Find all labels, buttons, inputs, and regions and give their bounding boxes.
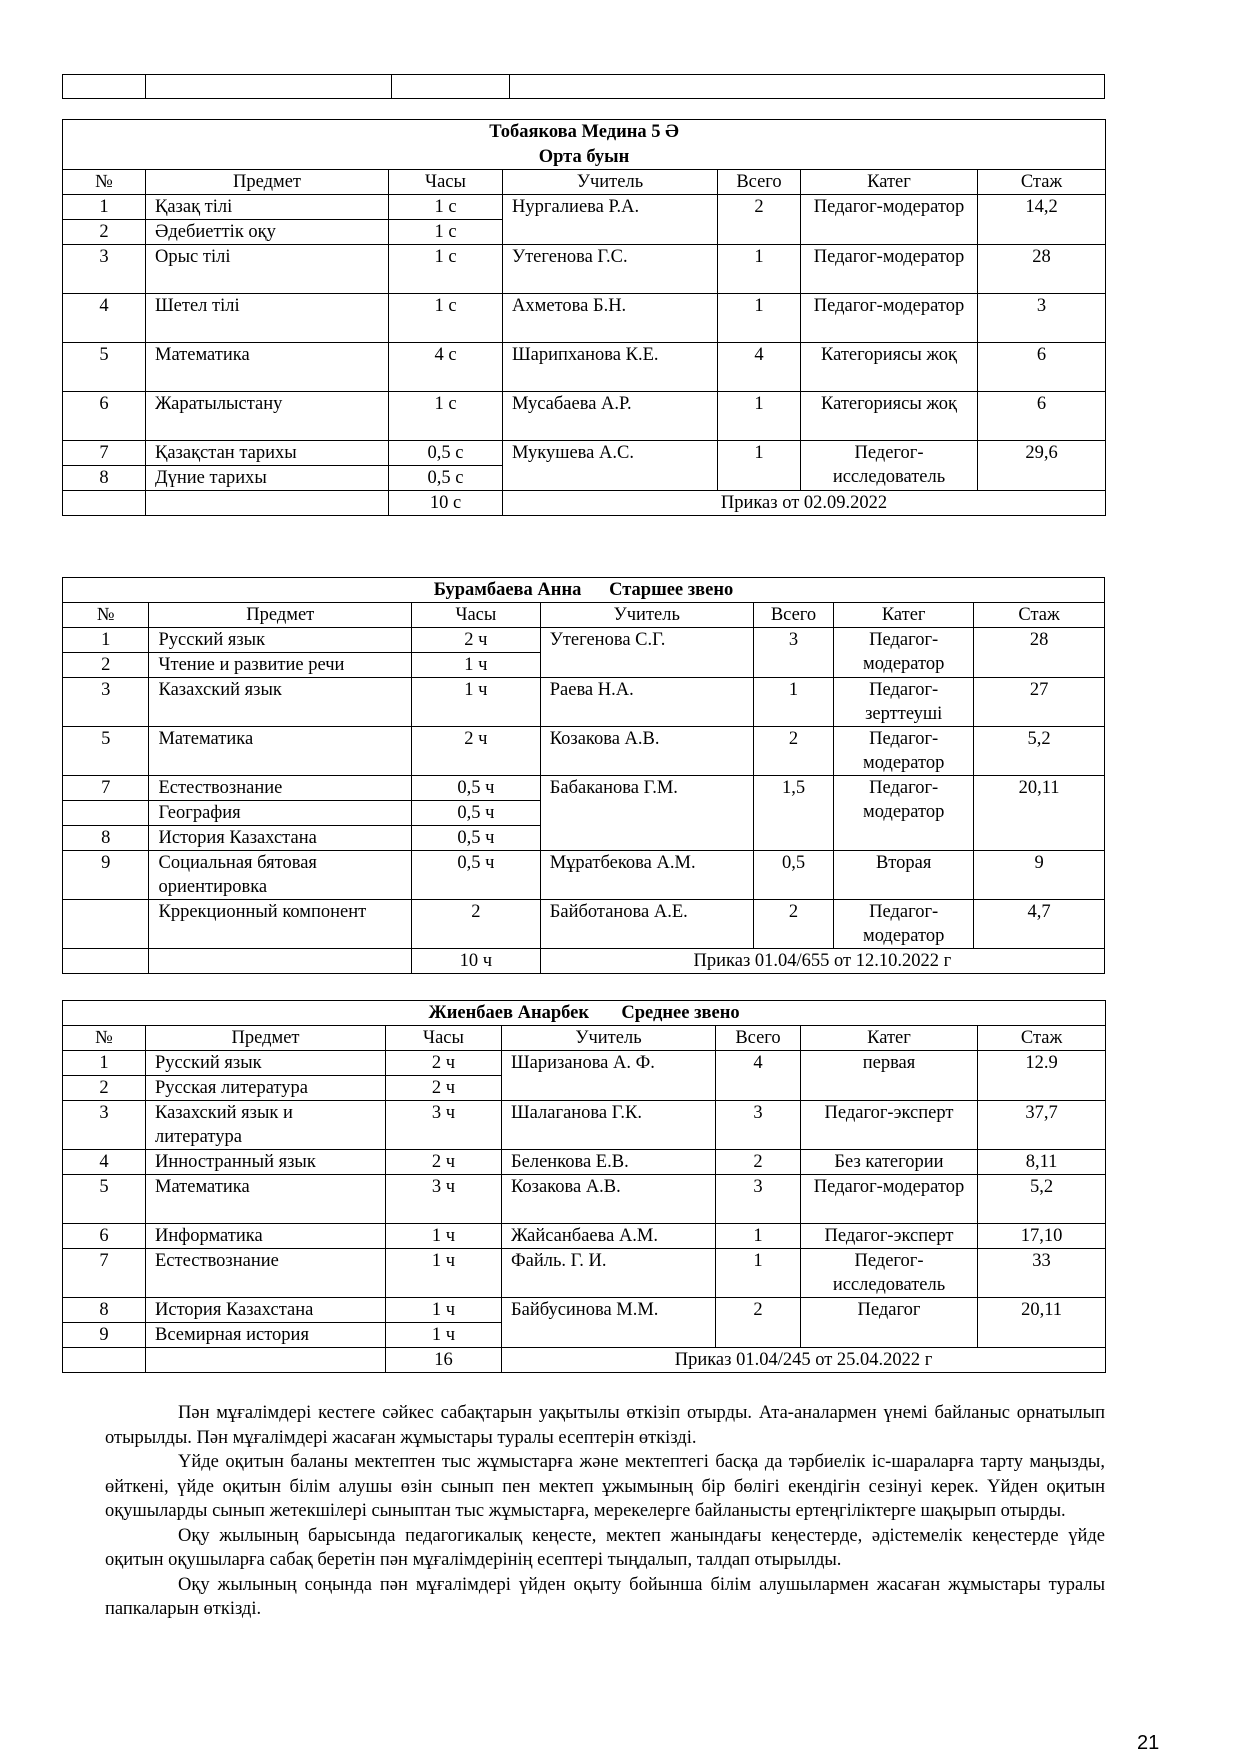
header-subject: Предмет (146, 170, 389, 195)
row-no (63, 900, 149, 949)
subject-name: География (149, 801, 412, 826)
hours: 0,5 с (389, 441, 503, 466)
hours: 1 с (389, 195, 503, 220)
student-name: Тобаякова Медина 5 Ә (489, 122, 679, 142)
hours: 2 ч (412, 727, 541, 776)
table-row (63, 900, 1105, 949)
subject-name: Қазақ тілі (146, 195, 389, 220)
total: 1 (718, 392, 801, 441)
table-cell (63, 491, 146, 516)
header-total: Всего (753, 603, 833, 628)
subject-name: Естествознание (149, 776, 412, 801)
total-hours: 10 ч (412, 949, 541, 974)
paragraph: Пән мұғалімдері кестеге сәйкес сабақтарын уақытылы өткізіп отырды. Ата-аналармен үнемі байланыс орнатылып отырылды. Пән мұғалімдері жасаған жұмыстары туралы есептерін өткізді. (105, 1403, 1105, 1448)
hours: 1 с (389, 245, 503, 294)
hours: 1 с (389, 392, 503, 441)
teacher-name: Раева Н.А. (540, 678, 753, 727)
header-teacher: Учитель (503, 170, 718, 195)
table-row (63, 1298, 1106, 1323)
teacher-name: Мусабаева А.Р. (503, 392, 718, 441)
table-cell (149, 949, 412, 974)
subject-name: Математика (149, 727, 412, 776)
row-no: 5 (63, 1175, 146, 1224)
header-no: № (63, 1026, 146, 1051)
table-title: Жиенбаев Анарбек Среднее звено (63, 1001, 1106, 1026)
table-total-row (63, 949, 1105, 974)
category: Педагог-модератор (834, 900, 974, 949)
experience: 17,10 (978, 1224, 1106, 1249)
category: Педагог-модератор (801, 1175, 978, 1224)
hours: 1 с (389, 294, 503, 343)
row-no: 9 (63, 1323, 146, 1348)
category: Педагог-зерттеуші (834, 678, 974, 727)
header-subject: Предмет (149, 603, 412, 628)
total: 0,5 (753, 851, 833, 900)
table-row (63, 727, 1105, 776)
category: Вторая (834, 851, 974, 900)
experience: 5,2 (974, 727, 1105, 776)
row-no: 1 (63, 195, 146, 220)
header-exp: Стаж (978, 1026, 1106, 1051)
subject-name: Жаратылыстану (146, 392, 389, 441)
category: Педагог-эксперт (801, 1224, 978, 1249)
category: Без категории (801, 1150, 978, 1175)
report-text (105, 1401, 1105, 1622)
table-row (63, 1150, 1106, 1175)
row-no: 3 (63, 245, 146, 294)
total: 1 (716, 1249, 801, 1298)
subject-name: Орыс тілі (146, 245, 389, 294)
total: 2 (753, 727, 833, 776)
teacher-name: Файль. Г. И. (502, 1249, 716, 1298)
subject-name: Әдебиеттік оқу (146, 220, 389, 245)
table-row (63, 776, 1105, 801)
teacher-name: Бабаканова Г.М. (540, 776, 753, 851)
subject-name: Кррекционный компонент (149, 900, 412, 949)
table-row (63, 851, 1105, 900)
experience: 27 (974, 678, 1105, 727)
experience: 14,2 (978, 195, 1106, 245)
experience: 6 (978, 343, 1106, 392)
teacher-name: Байбусинова М.М. (502, 1298, 716, 1348)
row-no: 5 (63, 727, 149, 776)
hours: 4 с (389, 343, 503, 392)
subject-name: Чтение и развитие речи (149, 653, 412, 678)
hours: 0,5 с (389, 466, 503, 491)
hours: 1 ч (386, 1249, 502, 1298)
hours: 1 ч (386, 1323, 502, 1348)
table-title-row (63, 120, 1106, 170)
category: Педагог-модератор (834, 776, 974, 851)
experience: 20,11 (974, 776, 1105, 851)
experience: 8,11 (978, 1150, 1106, 1175)
subject-name: Дүние тарихы (146, 466, 389, 491)
teacher-name: Шалаганова Г.К. (502, 1101, 716, 1150)
header-no: № (63, 170, 146, 195)
experience: 37,7 (978, 1101, 1106, 1150)
total: 1 (753, 678, 833, 727)
total: 2 (716, 1150, 801, 1175)
experience: 9 (974, 851, 1105, 900)
category: Категориясы жоқ (801, 392, 978, 441)
header-subject: Предмет (146, 1026, 386, 1051)
subject-name: Всемирная история (146, 1323, 386, 1348)
category: Педагог-модератор (834, 628, 974, 678)
row-no: 9 (63, 851, 149, 900)
subject-name: История Казахстана (146, 1298, 386, 1323)
table-cell (146, 491, 389, 516)
subject-name: Русская литература (146, 1076, 386, 1101)
total: 2 (753, 900, 833, 949)
hours: 1 ч (412, 678, 541, 727)
row-no: 1 (63, 1051, 146, 1076)
table-header-row (63, 603, 1105, 628)
row-no: 7 (63, 776, 149, 801)
experience: 4,7 (974, 900, 1105, 949)
table-row (63, 392, 1106, 441)
teacher-name: Утегенова С.Г. (540, 628, 753, 678)
table-row (63, 441, 1106, 466)
row-no: 3 (63, 678, 149, 727)
row-no: 4 (63, 1150, 146, 1175)
schedule-table-tobayakova (62, 119, 1106, 516)
hours: 1 ч (386, 1224, 502, 1249)
teacher-name: Козакова А.В. (502, 1175, 716, 1224)
experience: 33 (978, 1249, 1106, 1298)
row-no: 4 (63, 294, 146, 343)
total: 1,5 (753, 776, 833, 851)
header-hours: Часы (389, 170, 503, 195)
header-categ: Катег (834, 603, 974, 628)
table-row (63, 195, 1106, 220)
paragraph: Оқу жылының соңында пән мұғалімдері үйден оқыту бойынша білім алушылармен жасаған жұмыстары туралы папкаларын өткізді. (105, 1574, 1105, 1619)
experience: 3 (978, 294, 1106, 343)
hours: 2 ч (386, 1051, 502, 1076)
table-row (63, 245, 1106, 294)
teacher-name: Ахметова Б.Н. (503, 294, 718, 343)
order-reference: Приказ 01.04/245 от 25.04.2022 г (502, 1348, 1106, 1373)
table-row (63, 294, 1106, 343)
total: 4 (718, 343, 801, 392)
teacher-name: Байботанова А.Е. (540, 900, 753, 949)
subject-name: Шетел тілі (146, 294, 389, 343)
hours: 3 ч (386, 1175, 502, 1224)
paragraph: Оқу жылының барысында педагогикалық кеңесте, мектеп жанындағы кеңестерде, әдістемелік кеңестерде үйде оқитын оқушыларға сабақ беретін пән мұғалімдерінің есептері тыңдалып, талдап отырылды. (105, 1525, 1105, 1570)
table-total-row (63, 1348, 1106, 1373)
experience: 28 (974, 628, 1105, 678)
row-no: 8 (63, 1298, 146, 1323)
category: Педагог-модератор (801, 294, 978, 343)
header-exp: Стаж (978, 170, 1106, 195)
experience: 5,2 (978, 1175, 1106, 1224)
teacher-name: Беленкова Е.В. (502, 1150, 716, 1175)
table-title-row (63, 578, 1105, 603)
hours: 0,5 ч (412, 801, 541, 826)
header-total: Всего (718, 170, 801, 195)
table-row (63, 678, 1105, 727)
row-no: 3 (63, 1101, 146, 1150)
row-no: 5 (63, 343, 146, 392)
table-title (63, 120, 1106, 170)
table-cell (392, 75, 510, 99)
header-teacher: Учитель (540, 603, 753, 628)
header-categ: Катег (801, 1026, 978, 1051)
previous-table-fragment (62, 74, 1105, 99)
category: Педагог-модератор (801, 245, 978, 294)
row-no: 7 (63, 1249, 146, 1298)
hours: 1 с (389, 220, 503, 245)
table-title-row (63, 1001, 1106, 1026)
hours: 1 ч (386, 1298, 502, 1323)
subject-name: Қазақстан тарихы (146, 441, 389, 466)
hours: 0,5 ч (412, 826, 541, 851)
total: 1 (718, 245, 801, 294)
table-cell (63, 949, 149, 974)
row-no: 1 (63, 628, 149, 653)
table-row (63, 1051, 1106, 1076)
total: 3 (753, 628, 833, 678)
hours: 0,5 ч (412, 776, 541, 801)
category: Педагог (801, 1298, 978, 1348)
category: Педагог-модератор (834, 727, 974, 776)
teacher-name: Нургалиева Р.А. (503, 195, 718, 245)
table-row (63, 343, 1106, 392)
table-cell (146, 75, 392, 99)
teacher-name: Шаризанова А. Ф. (502, 1051, 716, 1101)
row-no: 6 (63, 392, 146, 441)
schedule-table-zhienbaev (62, 1000, 1106, 1373)
teacher-name: Шарипханова К.Е. (503, 343, 718, 392)
subject-name: Информатика (146, 1224, 386, 1249)
experience: 6 (978, 392, 1106, 441)
total: 1 (718, 441, 801, 491)
header-total: Всего (716, 1026, 801, 1051)
row-no (63, 801, 149, 826)
subject-name: Русский язык (149, 628, 412, 653)
total-hours: 16 (386, 1348, 502, 1373)
subject-name: Математика (146, 1175, 386, 1224)
row-no: 2 (63, 220, 146, 245)
experience: 12.9 (978, 1051, 1106, 1101)
teacher-name: Жайсанбаева А.М. (502, 1224, 716, 1249)
table-total-row (63, 491, 1106, 516)
total: 3 (716, 1101, 801, 1150)
experience: 28 (978, 245, 1106, 294)
teacher-name: Мұратбекова А.М. (540, 851, 753, 900)
header-hours: Часы (386, 1026, 502, 1051)
teacher-name: Утегенова Г.С. (503, 245, 718, 294)
hours: 3 ч (386, 1101, 502, 1150)
hours: 0,5 ч (412, 851, 541, 900)
table-row (63, 628, 1105, 653)
table-row (63, 1101, 1106, 1150)
subject-name: Инностранный язык (146, 1150, 386, 1175)
teacher-name: Козакова А.В. (540, 727, 753, 776)
hours: 2 ч (386, 1076, 502, 1101)
row-no: 2 (63, 1076, 146, 1101)
subject-name: История Казахстана (149, 826, 412, 851)
experience: 20,11 (978, 1298, 1106, 1348)
subject-name: Социальная бятовая ориентировка (149, 851, 412, 900)
row-no: 8 (63, 826, 149, 851)
subject-name: Математика (146, 343, 389, 392)
category: Педагог-модератор (801, 195, 978, 245)
table-title: Бурамбаева Анна Старшее звено (63, 578, 1105, 603)
table-cell (63, 75, 146, 99)
table-row (63, 1175, 1106, 1224)
subject-name: Естествознание (146, 1249, 386, 1298)
table-row (63, 1249, 1106, 1298)
hours: 1 ч (412, 653, 541, 678)
table-row (63, 1224, 1106, 1249)
table-header-row (63, 1026, 1106, 1051)
row-no: 7 (63, 441, 146, 466)
table-row (63, 75, 1105, 99)
hours: 2 (412, 900, 541, 949)
category: Педегог-исследователь (801, 441, 978, 491)
total: 1 (716, 1224, 801, 1249)
order-reference: Приказ 01.04/655 от 12.10.2022 г (540, 949, 1104, 974)
header-exp: Стаж (974, 603, 1105, 628)
table-cell (146, 1348, 386, 1373)
teacher-name: Мукушева А.С. (503, 441, 718, 491)
total: 3 (716, 1175, 801, 1224)
page-number: 21 (1137, 1732, 1160, 1754)
paragraph: Үйде оқитын баланы мектептен тыс жұмыстарға және мектептегі басқа да тәрбиелік іс-шараларға тарту маңызды, өйткені, үйде оқитын білім алушы өзін сынып пен мектеп ұжымының бір бөлігі екендігін сезінуі керек. Үйден оқитын оқушыларды сынып жетекшілері сыныптан тыс жұмыстарға, мерекелерге байланысты ертеңгіліктерге шақырып отырды. (105, 1452, 1105, 1521)
total: 4 (716, 1051, 801, 1101)
schedule-table-burambaeva (62, 577, 1105, 974)
row-no: 6 (63, 1224, 146, 1249)
header-categ: Катег (801, 170, 978, 195)
category: Педегог-исследователь (801, 1249, 978, 1298)
hours: 2 ч (386, 1150, 502, 1175)
total: 1 (718, 294, 801, 343)
order-reference: Приказ от 02.09.2022 (503, 491, 1106, 516)
category: Педагог-эксперт (801, 1101, 978, 1150)
category: первая (801, 1051, 978, 1101)
table-header-row (63, 170, 1106, 195)
table-cell (63, 1348, 146, 1373)
experience: 29,6 (978, 441, 1106, 491)
subject-name: Казахский язык (149, 678, 412, 727)
subject-name: Русский язык (146, 1051, 386, 1076)
header-hours: Часы (412, 603, 541, 628)
hours: 2 ч (412, 628, 541, 653)
subject-name: Казахский язык и литература (146, 1101, 386, 1150)
header-teacher: Учитель (502, 1026, 716, 1051)
row-no: 8 (63, 466, 146, 491)
total: 2 (718, 195, 801, 245)
total: 2 (716, 1298, 801, 1348)
row-no: 2 (63, 653, 149, 678)
category: Категориясы жоқ (801, 343, 978, 392)
level-label: Орта буын (538, 146, 630, 167)
table-cell (510, 75, 1105, 99)
header-no: № (63, 603, 149, 628)
total-hours: 10 с (389, 491, 503, 516)
